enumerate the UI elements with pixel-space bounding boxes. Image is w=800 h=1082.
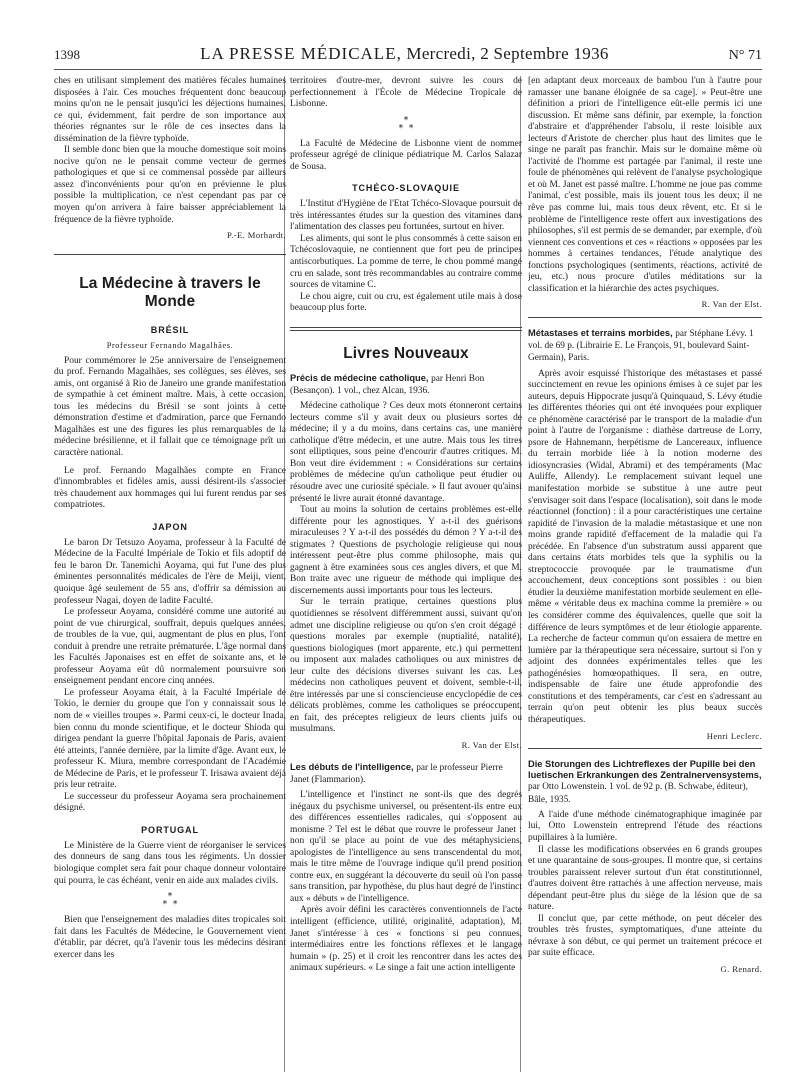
paragraph: Bien que l'enseignement des maladies dites tropicales soit fait dans les Facultés de Médecine, le Gouvernement vient d'établir, par décret, qu'à l'avenir tous les médecins désirant exercer dans les bbox=[54, 915, 286, 960]
section-rule bbox=[528, 748, 762, 749]
book-review-heading bbox=[528, 759, 762, 806]
section-rule bbox=[54, 254, 286, 255]
section-rule bbox=[528, 317, 762, 318]
column-3 bbox=[528, 76, 762, 1072]
author-signature: R. Van der Elst. bbox=[461, 740, 522, 751]
paragraph: Les aliments, qui sont le plus consommés à cette saison en Tchécoslovaquie, ne contiennent que fort peu de principes antiscorbutiques. La pomme de terre, le chou pommé mangé cru en salade, sont très recommandables au contraire comme sources de vitamine C. bbox=[290, 233, 522, 291]
author-signature: Henri Leclerc. bbox=[706, 730, 762, 741]
author-signature: R. Van der Elst. bbox=[701, 299, 762, 310]
paragraph: Il conclut que, par cette méthode, on peut déceler des troubles très frustes, symptomatiques, d'une atteinte du névraxe à son début, ce qui permet un traitement précoce et par suite efficace. bbox=[528, 913, 762, 959]
paragraph: Après avoir esquissé l'historique des métastases et passé succinctement en revue les opinions émises à ce sujet par les auteurs, depuis Hippocrate jusqu'à Quinquaud, S. Lévy étudie les différentes théories qui ont été invoquées pour expliquer ce phénomène caractérisé par le transport de la maladie d'un point à l'autre de l'organisme : diathèse dartreuse de Lorry, psore de Hahnemann, herpétisme de Lancereaux, influence du terrain morbide liée à la notion moderne des idiosyncrasies (Widal, Abrami) et des tempéraments (Mac Auliffe, Allendy). Le remplacement suivant lequel une manifestation morbide se substitue à une autre peut s'envisager soit dans l'espace (localisation), soit dans le mode réactionnel (fonction) : il a pour caractéristiques une certaine rapidité de l'invasion de la maladie métastasique et une non moins grande rapidité d'effacement de la maladie qui l'a précédée. En l'absence d'un substratum aussi apparent que dans certains états morbides tels que la syphilis ou la streptococcie provoquée par le traumatisme d'un accouchement, deux conceptions sont possibles : ou bien étudier la deuxième manifestation morbide seulement en elle-même « véritable deus ex machina comme la première » ou les considérer comme des équivalences, quelle que soit la différence de leurs symptômes et de leur étiologie apparente. La recherche de facteur commun qu'on essaiera de mettre en lumière par la thérapeutique sera nécessaire, surtout si l'on y adjoint des données expérimentales telles que les pathogénésies homœopathiques. Il sera, en outre, indispensable de faire une étude approfondie des constitutions et des tempéraments, car c'est en s'adressant au terrain qu'on peut obtenir les plus beaux succès thérapeutiques. bbox=[528, 368, 762, 725]
publication-name: LA PRESSE MÉDICALE, bbox=[200, 44, 402, 63]
book-review-heading bbox=[290, 762, 522, 786]
paragraph: Le baron Dr Tetsuzo Aoyama, professeur à la Faculté de Médecine de la Faculté Impériale de Tokio et fils adoptif de feu le baron Dr. Tanemichi Aoyama, qui fut l'une des plus éminentes personnalités médicales de l'ère de Meiji, vient, quoique âgé seulement de 55 ans, d'offrir sa démission au professeur Nagai, doyen de ladite Faculté. bbox=[54, 537, 286, 606]
paragraph: Pour commémorer le 25e anniversaire de l'enseignement du prof. Fernando Magalhães, ses collègues, ses élèves, ses amis, ont organisé à Rio de Janeiro une grande manifestation de sympathie à cet éminent maître. Mais, à cette occasion, tous les médecins du Brésil se sont joints à cette démonstration d'estime et d'admiration, parce que Fernando Magalhães est une des figures les plus remarquables de la médecine brésilienne, et il fallait que ce témoignage prît un caractère national. bbox=[54, 355, 286, 459]
column-1 bbox=[54, 76, 286, 1072]
book-review-heading bbox=[528, 328, 762, 365]
paragraph: Le professeur Aoyama était, à la Faculté Impériale de Tokio, le dernier du groupe que l'on y connaissait sous le nom de « vieilles troupes ». Parmi ceux-ci, le docteur Inada, bien connu du monde scientifique, et le docteur Shioda qui dirigea pendant la guerre l'hôpital Japonais de Paris, avaient été atteints, l'année dernière, par la limite d'âge. Avant eux, le professeur K. Miura, membre correspondant de l'Académie de Médecine de Paris, et le professeur T. Irisawa avaient déjà pris leur retraite. bbox=[54, 687, 286, 791]
page-number: 1398 bbox=[54, 47, 80, 62]
paragraph: ches en utilisant simplement des matières fécales humaines disposées à l'air. Ces mouches fréquentent donc beaucoup moins qu'on ne le pensait jusqu'ici les déjections humaines, ce qui, évidemment, fait perdre de son importance aux théories régnantes sur le rôle de ces insectes dans la dissémination de la fièvre typhoïde. bbox=[54, 76, 286, 144]
book-title: Métastases et terrains morbides, bbox=[528, 327, 673, 338]
book-title: Les débuts de l'intelligence, bbox=[290, 761, 414, 772]
paragraph: La Faculté de Médecine de Lisbonne vient de nommer professeur agrégé de clinique pédiatrique M. Carlos Salazar de Sousa. bbox=[290, 138, 522, 172]
book-title: Précis de médecine catholique, bbox=[290, 372, 429, 383]
paragraph: Le prof. Fernando Magalhães compte en France d'innombrables et fidèles amis, aussi désirent-ils s'associer très chaudement aux hommages qui lui furent rendus par ses compatriotes. bbox=[54, 465, 286, 511]
paragraph: Après avoir défini les caractères conventionnels de l'acte intelligent (efficience, utilité, originalité, adaptation), M. Janet s'intéresse à ces « fonctions si peu connues, intermédiaires entre les fonctions réflexes et le langage humain » (p. 25) et il croit les rencontrer dans les actes des animaux supérieurs. « Le singe a fait une action intelligente bbox=[290, 905, 522, 974]
country-heading-portugal: PORTUGAL bbox=[141, 824, 199, 835]
country-heading-bresil: BRÉSIL bbox=[150, 324, 190, 335]
book-meta: par Henri Bon (Besançon). 1 vol., chez Alcan, 1936. bbox=[290, 373, 485, 396]
column-2 bbox=[290, 76, 522, 1072]
paragraph: L'intelligence et l'instinct ne sont-ils que des degrés inégaux du psychisme universel, ou présentent-ils entre eux des différences essentielles radicales, qui s'opposent au monisme ? Tel est le débat que rouvre le professeur Janet : non qu'il se place au point de vue des métaphysiciens, apologistes de l'intelligence au sens transcendental du mot, mais le titre même de l'ouvrage indique qu'il prend position contre eux, en suggérant la découverte du seuil où l'on passe sans transition, par hypothèse, du plus haut degré de l'instinct aux « débuts » de l'intelligence. bbox=[290, 789, 522, 904]
section-title: La Médecine à travers le Monde bbox=[79, 274, 261, 310]
book-meta: par Otto Lowenstein. 1 vol. de 92 p. (B. Schwabe, éditeur), Bâle, 1935. bbox=[528, 782, 748, 805]
issue-date: Mercredi, 2 Septembre 1936 bbox=[406, 44, 609, 63]
asterism-separator: * * * bbox=[398, 115, 414, 134]
paragraph: L'Institut d'Hygiène de l'Etat Tchéco-Slovaque poursuit de très intéressantes études sur la question des vitamines dans l'alimentation des classes peu fortunées, surtout en hiver. bbox=[290, 199, 522, 233]
section-rule bbox=[290, 327, 522, 331]
portrait-caption: Professeur Fernando Magalhães. bbox=[106, 340, 234, 350]
paragraph: Il semble donc bien que la mouche domestique soit moins nocive qu'on ne le pensait comme vecteur de germes pathologiques et que si ce commensal possède par ailleurs assez d'inconvénients pour qu'on en prévienne le plus possible la multiplication, ce n'est cependant pas par ce moyen qu'on arrivera à faire baisser appréciablement la fréquence de la fièvre typhoïde. bbox=[54, 145, 286, 225]
paragraph: Tout au moins la solution de certains problèmes est-elle différente pour les agnostiques. Y a-t-il des guérisons miraculeuses ? Y a-t-il des possédés du démon ? Y a-t-il des stigmates ? Questions de psychologie religieuse qui nous intéressent peut-être plus comme philosophe, mais qui gagnent à être examinées sous ces angles divers, et que M. Bon traite avec une rigueur de méthode qui implique des discernements aussi importants pour tous les lecteurs. bbox=[290, 505, 522, 596]
section-title: Livres Nouveaux bbox=[343, 344, 469, 362]
paragraph: Médecine catholique ? Ces deux mots étonneront certains lecteurs comme s'il y avait deux ou plusieurs sortes de médecine; il y a du moins, dans certains cas, une manière catholique d'être médecin, et une autre. Mais tous les titres sont elliptiques, sous peine d'encourir d'autres critiques. M. Bon veut dire évidemment : « Considérations sur certains problèmes de médecine qu'un catholique peut étudier ou résoudre avec une curiosité spéciale. » Il faut avouer qu'ainsi présenté le livre aurait étonné davantage. bbox=[290, 401, 522, 504]
issue-number: N° 71 bbox=[728, 48, 762, 63]
paragraph: Le Ministère de la Guerre vient de réorganiser le services des donneurs de sang dans tous les régiments. Un dossier biologique complet sera fait pour chaque donneur volontaire qui pourra, le cas échéant, venir en aide aux malades civils. bbox=[54, 840, 286, 886]
book-title: Die Storungen des Lichtreflexes der Pupille bei den luetischen Erkrankungen des Zentralnervensystems, bbox=[528, 759, 762, 781]
paragraph: Le chou aigre, cuit ou cru, est également utile mais à dose beaucoup plus forte. bbox=[290, 291, 522, 314]
book-review-heading bbox=[290, 373, 522, 397]
asterism-separator: * * * bbox=[162, 892, 178, 911]
paragraph: Le professeur Aoyama, considéré comme une autorité au point de vue chirurgical, souffrait, depuis quelques années, de troubles de la vue, qui, augmentant de plus en plus, l'ont conduit à prendre une retraite prématurée. L'âge normal dans les Facultés Japonaises est en effet de soixante ans, et le professeur Aoyama eût dû normalement poursuivre son enseignement pendant encore cinq années. bbox=[54, 607, 286, 687]
masthead bbox=[200, 44, 609, 64]
paragraph: Il classe les modifications observées en 6 grands groupes et une quarantaine de sous-groupes. Il montre que, si certains troubles paraissent relever surtout d'un état constitutionnel, d'autres doivent être rattachés à une affection nerveuse, mais dépendant peut-être plus du siège de la lésion que de sa nature. bbox=[528, 844, 762, 913]
paragraph: [en adaptant deux morceaux de bambou l'un à l'autre pour ramasser une banane éloignée de sa cage]. » Peut-être une définition a priori de l'intelligence eût-elle permis ici une discussion. Et même sans définir, par exemple, la fonction d'abstraire et d'appréhender l'absolu, il reste loisible aux lecteurs d'Aristote de chercher plus haut des limites que le singe ne paraît pas franchir. Mais sur le domaine même où l'activité de l'homme est partagée par l'animal, il reste une foule de phénomènes qui relèvent de l'analyse psychologique et où M. Janet est passé maître. L'homme ne joue pas comme l'animal, c'est possible, mais ils jouent tous les deux; il ne rêve pas comme lui, mais tous deux rêvent, etc. Et si le problème de l'intelligence reste offert aux investigations des philosophes, s'il est permis de se demander, par exemple, d'où viennent ces conventions et ces « réactions » opposées par les hommes à certaines tendances, l'étude analytique des fonctions psychologiques (sentiments, réactions, activité de jeu, etc.) nous procure d'utiles méditations sur la classification et la hiérarchie des actes psychiques. bbox=[528, 76, 762, 294]
author-signature: P.-E. Morhardt. bbox=[227, 230, 286, 241]
paragraph: Sur le terrain pratique, certaines questions plus quotidiennes se résolvent différemment aussi, suivant qu'on admet une discipline religieuse ou qu'on s'en croit dégagé : questions morales par exemple (nuptialité, natalité), questions biologiques (mort apparente, etc.) qui permettent ou imposent aux malades catholiques ou aux ministres de leur culte des décisions diverses suivant les cas. Les médecins non catholiques peuvent et doivent, semble-t-il, être intéressés par une si consciencieuse encyclopédie de ces délicats problèmes, comme les catholiques se préoccupent, en fait, des préceptes religieux de leurs clients juifs ou musulmans. bbox=[290, 597, 522, 735]
author-signature: G. Renard. bbox=[720, 963, 762, 974]
paragraph: territoires d'outre-mer, devront suivre les cours de perfectionnement à l'École de Médecine Tropicale de Lisbonne. bbox=[290, 76, 522, 110]
paragraph: Le successeur du professeur Aoyama sera prochainement désigné. bbox=[54, 791, 286, 814]
paragraph: A l'aide d'une méthode cinématographique imaginée par lui, Otto Lowenstein entreprend l'étude des réactions pupillaires à la lumière. bbox=[528, 809, 762, 843]
book-meta: par le professeur Pierre Janet (Flammarion). bbox=[290, 762, 503, 785]
page-header bbox=[54, 44, 762, 70]
book-meta: par Stéphane Lévy. 1 vol. de 69 p. (Librairie E. Le François, 91, boulevard Saint-Germain), Paris. bbox=[528, 328, 754, 364]
country-heading-tcheco: TCHÉCO-SLOVAQUIE bbox=[352, 183, 460, 194]
country-heading-japon: JAPON bbox=[152, 521, 188, 532]
